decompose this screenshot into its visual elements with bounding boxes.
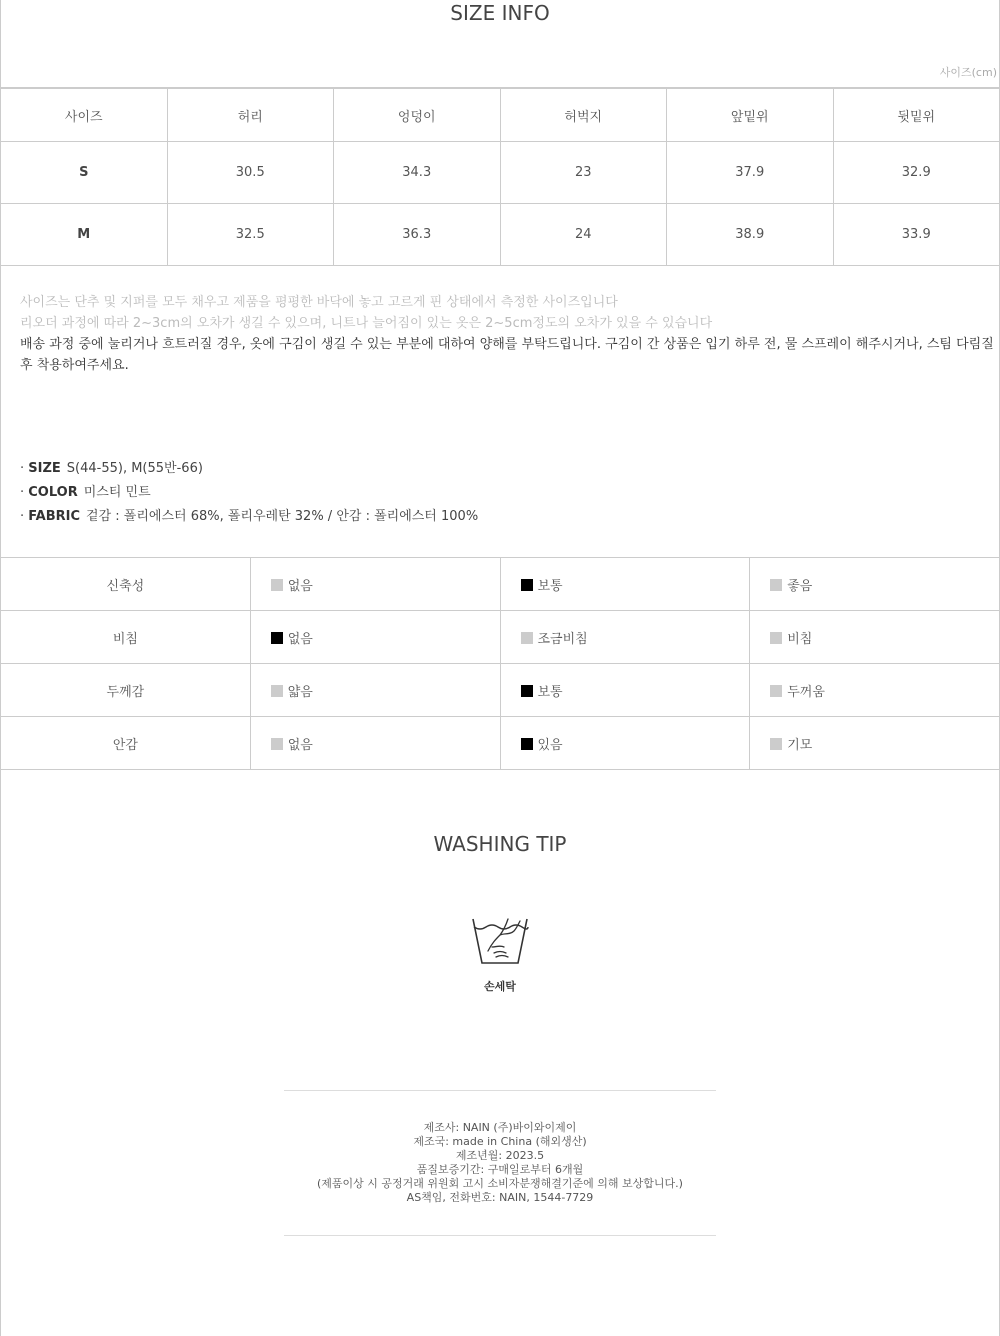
property-option (750, 717, 1000, 770)
header-cell: 앞밑위 (667, 89, 834, 142)
size-notes (20, 292, 995, 376)
checkbox-icon (521, 632, 533, 644)
checkbox-icon (271, 685, 283, 697)
option-label: 없음 (287, 578, 313, 594)
size-unit-label: 사이즈(cm) (939, 66, 997, 79)
value-cell: 32.9 (833, 142, 1000, 204)
manufacturer-info (0, 1121, 1000, 1205)
option-label: 보통 (537, 684, 563, 700)
header-cell: 사이즈 (1, 89, 168, 142)
checkbox-icon (271, 579, 283, 591)
header-cell: 허벅지 (500, 89, 667, 142)
property-row-sheerness (1, 611, 1000, 664)
option-label: 없음 (287, 631, 313, 647)
spec-value: 미스티 민트 (83, 485, 151, 500)
manufacturer-line: 제조사: NAIN (주)바이와이제이 (423, 1121, 577, 1134)
property-row-lining (1, 717, 1000, 770)
option-label: 없음 (287, 737, 313, 753)
option-label: 두꺼움 (787, 684, 825, 700)
option-label: 보통 (537, 578, 563, 594)
size-cell: M (1, 204, 168, 266)
value-cell: 30.5 (167, 142, 334, 204)
property-option (250, 717, 500, 770)
property-option (500, 558, 750, 611)
property-label: 안감 (1, 717, 251, 770)
spec-size (20, 457, 478, 481)
manufacture-date-line: 제조년월: 2023.5 (455, 1149, 545, 1162)
value-cell: 37.9 (667, 142, 834, 204)
note-shipping: 배송 과정 중에 눌리거나 흐트러질 경우, 옷에 구김이 생길 수 있는 부분에 대하여 양해를 부탁드립니다. 구김이 간 상품은 입기 하루 전, 물 스프레이 해주시거나, 스팀 다림질 후 착용하여주세요. (20, 337, 994, 373)
property-row-stretch (1, 558, 1000, 611)
value-cell: 36.3 (334, 204, 501, 266)
property-label: 두께감 (1, 664, 251, 717)
spec-bullet: · (20, 461, 29, 476)
hand-wash-label: 손세탁 (484, 980, 516, 993)
property-option (750, 611, 1000, 664)
spec-label: FABRIC (28, 509, 81, 524)
property-option (500, 664, 750, 717)
property-label: 비침 (1, 611, 251, 664)
note-tolerance: 리오더 과정에 따라 2~3cm의 오차가 생길 수 있으며, 니트나 늘어짐이 있는 옷은 2~5cm정도의 오차가 있을 수 있습니다 (20, 316, 713, 331)
compensation-line: (제품이상 시 공정거래 위원회 고시 소비자분쟁해결기준에 의해 보상합니다.) (317, 1177, 683, 1190)
option-label: 기모 (787, 737, 813, 753)
property-row-thickness (1, 664, 1000, 717)
property-option (750, 558, 1000, 611)
size-table-header (1, 89, 1000, 142)
spec-value: S(44-55), M(55반-66) (66, 461, 203, 476)
property-option (250, 611, 500, 664)
origin-line: 제조국: made in China (해외생산) (413, 1135, 587, 1148)
table-row (1, 204, 1000, 266)
value-cell: 33.9 (833, 204, 1000, 266)
size-table (0, 88, 1000, 266)
option-label: 좋음 (787, 578, 813, 594)
product-specs (20, 457, 478, 529)
value-cell: 24 (500, 204, 667, 266)
property-label: 신축성 (1, 558, 251, 611)
properties-table (0, 557, 1000, 770)
checkbox-icon (271, 632, 283, 644)
size-info-title: SIZE INFO (450, 1, 550, 25)
value-cell: 32.5 (167, 204, 334, 266)
property-option (750, 664, 1000, 717)
divider (284, 1235, 716, 1236)
checkbox-icon (770, 579, 782, 591)
spec-label: SIZE (28, 461, 61, 476)
property-option (250, 558, 500, 611)
checkbox-icon (521, 579, 533, 591)
divider (284, 1090, 716, 1091)
header-cell: 허리 (167, 89, 334, 142)
property-option (500, 717, 750, 770)
value-cell: 23 (500, 142, 667, 204)
checkbox-icon (770, 632, 782, 644)
spec-label: COLOR (28, 485, 78, 500)
checkbox-icon (521, 738, 533, 750)
checkbox-icon (521, 685, 533, 697)
spec-bullet: · (20, 485, 29, 500)
spec-bullet: · (20, 509, 29, 524)
spec-value: 겉감 : 폴리에스터 68%, 폴리우레탄 32% / 안감 : 폴리에스터 100% (86, 509, 479, 524)
header-cell: 뒷밑위 (833, 89, 1000, 142)
checkbox-icon (770, 738, 782, 750)
value-cell: 34.3 (334, 142, 501, 204)
note-measurement: 사이즈는 단추 및 지퍼를 모두 채우고 제품을 평평한 바닥에 놓고 고르게 핀 상태에서 측정한 사이즈입니다 (20, 295, 618, 310)
option-label: 조금비침 (537, 631, 588, 647)
spec-color (20, 481, 478, 505)
checkbox-icon (271, 738, 283, 750)
property-option (250, 664, 500, 717)
option-label: 얇음 (287, 684, 313, 700)
option-label: 있음 (537, 737, 563, 753)
size-cell: S (1, 142, 168, 204)
warranty-line: 품질보증기간: 구매일로부터 6개월 (416, 1163, 584, 1176)
value-cell: 38.9 (667, 204, 834, 266)
header-cell: 엉덩이 (334, 89, 501, 142)
as-contact-line: AS책임, 전화번호: NAIN, 1544-7729 (406, 1191, 594, 1204)
checkbox-icon (770, 685, 782, 697)
option-label: 비침 (787, 631, 813, 647)
table-row (1, 142, 1000, 204)
hand-wash-icon (470, 913, 530, 973)
washing-tip-title: WASHING TIP (433, 832, 567, 856)
property-option (500, 611, 750, 664)
spec-fabric (20, 505, 478, 529)
